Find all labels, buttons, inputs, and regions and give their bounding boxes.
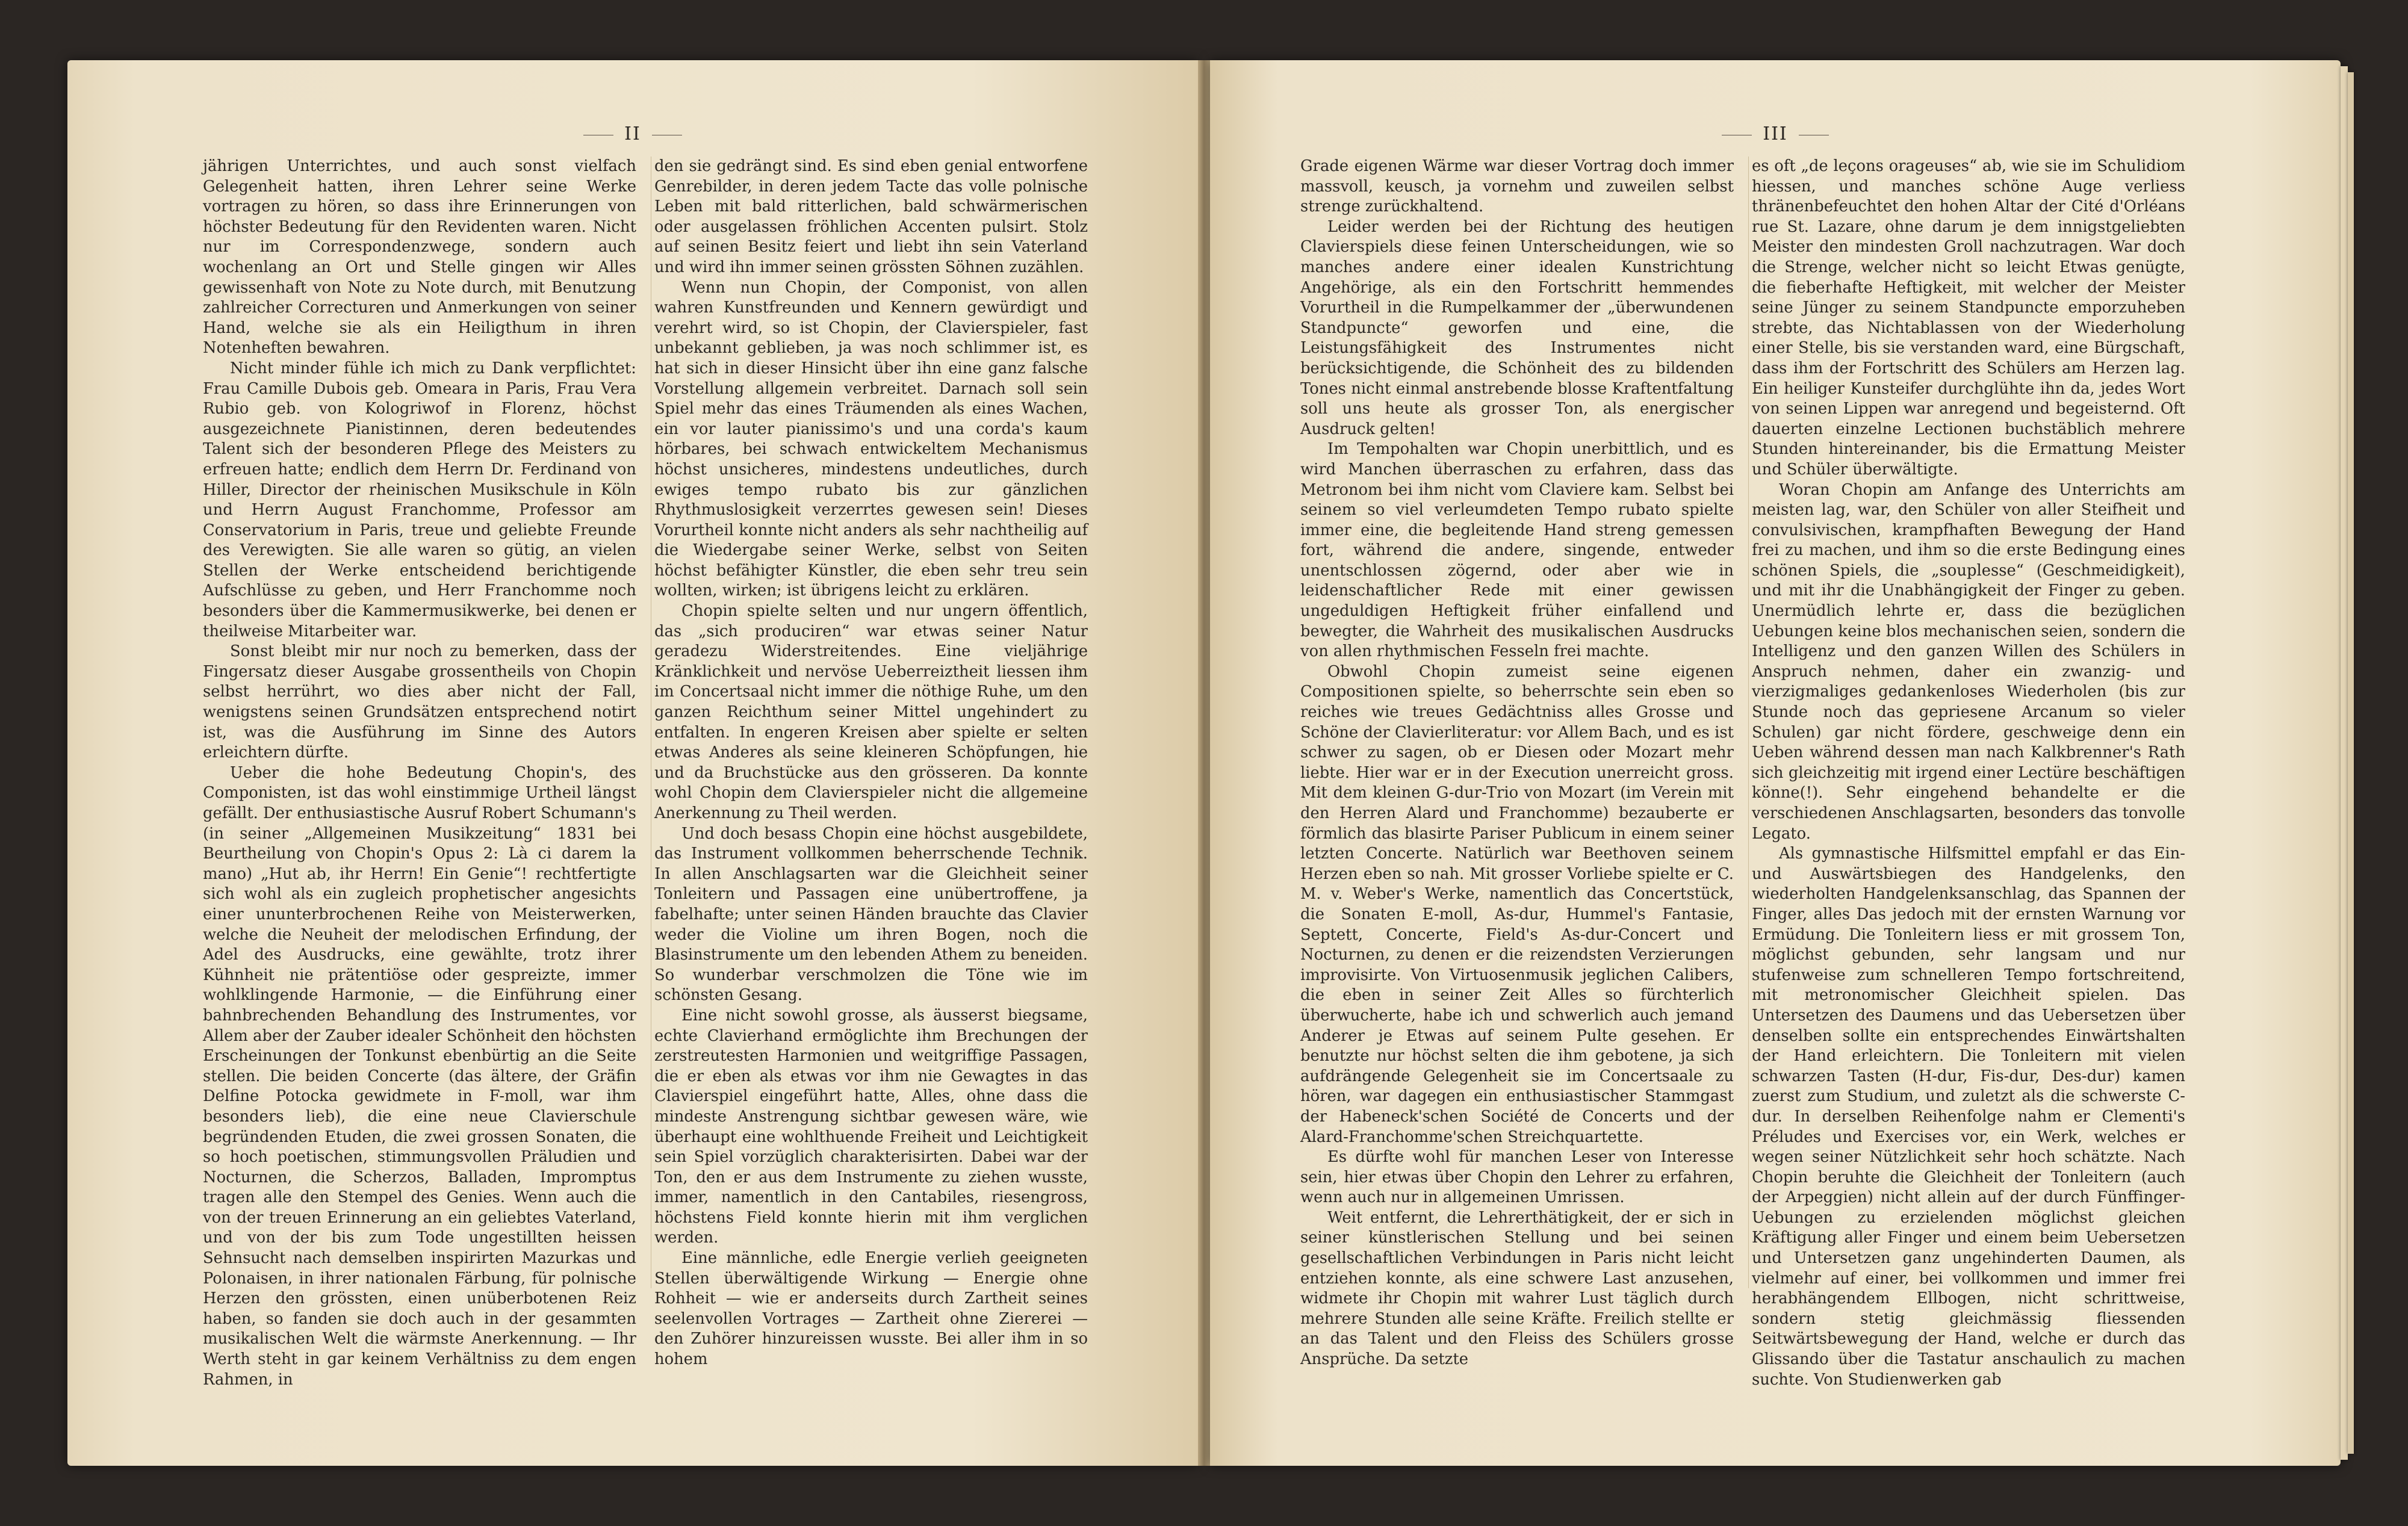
text-column <box>1752 157 2185 1390</box>
paragraph: Eine männliche, edle Energie verlieh geeigneten Stellen überwältigende Wirkung — Energie ohne Rohheit — wie er anderseits durch Zartheit seines seelenvollen Vortrages — Zartheit ohne Ziererei — den Zuhörer hinzureissen wusste. Bei aller ihm in so hohem <box>654 1249 1088 1369</box>
paragraph: Obwohl Chopin zumeist seine eigenen Compositionen spielte, so beherrschte sein eben so reiches wie treues Gedächtniss alles Grosse und Schöne der Clavierliteratur: vor Allem Bach, und es ist schwer zu sagen, ob er Diesen oder Mozart mehr liebte. Hier war er in der Execution unerreicht gross. Mit dem kleinen G-dur-Trio von Mozart (im Verein mit den Herren Alard und Franchomme) bezauberte er förmlich das blasirte Pariser Publicum in einem seiner letzten Concerte. Natürlich war Beethoven seinem Herzen eben so nah. Mit grosser Vorliebe spielte er C. M. v. Weber's Werke, namentlich das Concertstück, die Sonaten E-moll, As-dur, Hummel's Fantasie, Septett, Concerte, Field's As-dur-Concert und Nocturnen, zu denen er die reizendsten Verzierungen improvisirte. Von Virtuosenmusik jeglichen Calibers, die eben in seiner Zeit Alles so fürchterlich überwucherte, habe ich und schwerlich auch jemand Anderer je Etwas auf seinem Pulte gesehen. Er benutzte nur höchst selten die ihm gebotene, ja sich aufdrängende Gelegenheit sie im Concertsaale zu hören, war dagegen ein enthusiastischer Stammgast der Habeneck'schen Société de Concerts und der Alard-Franchomme'schen Streichquartette. <box>1300 662 1734 1146</box>
paragraph: Im Tempohalten war Chopin unerbittlich, und es wird Manchen überraschen zu erfahren, dass das Metronom bei ihm nicht vom Claviere kam. Selbst bei seinem so viel verleumdeten Tempo rubato spielte immer eine, die begleitende Hand streng gemessen fort, während die andere, singende, entweder unentschlossen zögernd, oder aber wie in leidenschaftlicher Rede mit einer gewissen ungeduldigen Heftigkeit früher einfallend und bewegter, die Wahrheit des musikalischen Ausdrucks von allen rhythmischen Fesseln frei machte. <box>1300 440 1734 661</box>
paragraph: Es dürfte wohl für manchen Leser von Interesse sein, hier etwas über Chopin den Lehrer zu erfahren, wenn auch nur in allgemeinen Umrissen. <box>1300 1148 1734 1207</box>
page-number: II <box>67 123 1198 144</box>
page-number: III <box>1210 123 2341 144</box>
paragraph: Nicht minder fühle ich mich zu Dank verpflichtet: Frau Camille Dubois geb. Omeara in Paris, Frau Vera Rubio geb. von Kologriwof in Florenz, höchst ausgezeichnete Pianistinnen, deren bedeutendes Talent sich der besonderen Pflege des Meisters zu erfreuen hatte; endlich dem Herrn Dr. Ferdinand von Hiller, Director der rheinischen Musikschule in Köln und Herrn August Franchomme, Professor am Conservatorium in Paris, treue und geliebte Freunde des Verewigten. Sie alle waren so gütig, an vielen Stellen der Werke entscheidend berichtigende Aufschlüsse zu geben, und Herr Franchomme noch besonders über die Kammermusikwerke, bei denen er theilweise Mitarbeiter war. <box>203 359 636 640</box>
text-column <box>654 157 1088 1370</box>
paragraph: jährigen Unterrichtes, und auch sonst vielfach Gelegenheit hatten, ihren Lehrer seine Werke vortragen zu hören, so dass ihre Erinnerungen von höchster Bedeutung für den Revidenten waren. Nicht nur im Correspondenzwege, sondern auch wochenlang an Ort und Stelle gingen wir Alles gewissenhaft von Note zu Note durch, mit Benutzung zahlreicher Correcturen und Anmerkungen von seiner Hand, welche sie als ein Heiligthum in ihren Notenheften bewahren. <box>203 157 636 358</box>
paragraph: Grade eigenen Wärme war dieser Vortrag doch immer massvoll, keusch, ja vornehm und zuweilen selbst strenge zurückhaltend. <box>1300 157 1734 216</box>
column-divider <box>1748 157 1749 1288</box>
paragraph: es oft „de leçons orageuses“ ab, wie sie im Schulidiom hiessen, und manches schöne Auge verliess thränenbefeuchtet den hohen Altar der Cité d'Orléans rue St. Lazare, ohne darum je dem innigstgeliebten Meister den mindesten Groll nachzutragen. War doch die Strenge, welcher nicht so leicht Etwas genügte, die fieberhafte Heftigkeit, mit welcher der Meister seine Jünger zu seinem Standpuncte emporzuheben strebte, das Nichtablassen von der Wiederholung einer Stelle, bis sie verstanden ward, eine Bürgschaft, dass ihm der Fortschritt des Schülers am Herzen lag. Ein heiliger Kunsteifer durchglühte ihn da, jedes Wort von seinen Lippen war anregend und begeisternd. Oft dauerten einzelne Lectionen buchstäblich mehrere Stunden hintereinander, bis die Ermattung Meister und Schüler überwältigte. <box>1752 157 2185 479</box>
text-column <box>203 157 636 1390</box>
paragraph: Eine nicht sowohl grosse, als äusserst biegsame, echte Clavierhand ermöglichte ihm Brechungen der zerstreutesten Harmonien und weitgriffige Passagen, die er eben als etwas vor ihm nie Gewagtes in das Clavierspiel eingeführt hatte, Alles, ohne dass die mindeste Anstrengung sichtbar gewesen wäre, wie überhaupt eine wohlthuende Freiheit und Leichtigkeit sein Spiel vorzüglich charakterisirten. Dabei war der Ton, den er aus dem Instrumente zu ziehen wusste, immer, namentlich in den Cantabiles, riesengross, höchstens Field konnte hierin mit ihm verglichen werden. <box>654 1006 1088 1247</box>
paragraph: Und doch besass Chopin eine höchst ausgebildete, das Instrument vollkommen beherrschende Technik. In allen Anschlagsarten war die Gleichheit seiner Tonleitern und Passagen eine unübertroffene, ja fabelhafte; unter seinen Händen brauchte das Clavier weder die Violine um ihren Bogen, noch die Blasinstrumente um den lebenden Athem zu beneiden. So wunderbar verschmolzen die Töne wie im schönsten Gesang. <box>654 824 1088 1005</box>
paragraph: Als gymnastische Hilfsmittel empfahl er das Ein- und Auswärtsbiegen des Handgelenks, den wiederholten Handgelenksanschlag, das Spannen der Finger, alles Das jedoch mit der ernsten Warnung vor Ermüdung. Die Tonleitern liess er mit grossem Ton, möglichst gebunden, sehr langsam und nur stufenweise zum schnelleren Tempo fortschreitend, mit metronomischer Gleichheit spielen. Das Untersetzen des Daumens und das Uebersetzen über denselben sollte ein entsprechendes Einwärtshalten der Hand erleichtern. Die Tonleitern mit vielen schwarzen Tasten (H-dur, Fis-dur, Des-dur) kamen zuerst zum Studium, und zuletzt als die schwerste C-dur. In derselben Reihenfolge nahm er Clementi's Préludes und Exercises vor, ein Werk, welches er wegen seiner Nützlichkeit sehr hoch schätzte. Nach Chopin beruhte die Gleichheit der Tonleitern (auch der Arpeggien) nicht allein auf der durch Fünffinger-Uebungen zu erzielenden möglichst gleichen Kräftigung aller Finger und einem beim Uebersetzen und Untersetzen ganz ungehinderten Daumen, als vielmehr auf einer, bei vollkommen und immer frei herabhängendem Ellbogen, nicht schrittweise, sondern stetig gleichmässig fliessenden Seitwärtsbewegung der Hand, welche er durch das Glissando über die Tastatur anschaulich zu machen suchte. Von Studienwerken gab <box>1752 845 2185 1389</box>
paragraph: Sonst bleibt mir nur noch zu bemerken, dass der Fingersatz dieser Ausgabe grossentheils von Chopin selbst herrührt, wo dies aber nicht der Fall, wenigstens seinen Grundsätzen entsprechend notirt ist, was die Ausführung im Sinne des Autors erleichtern dürfte. <box>203 642 636 762</box>
right-page <box>1210 60 2341 1466</box>
text-column <box>1300 157 1734 1370</box>
paragraph: den sie gedrängt sind. Es sind eben genial entworfene Genrebilder, in deren jedem Tacte das volle polnische Leben mit bald ritterlichen, bald schwärmerischen oder ausgelassen fröhlichen Accenten pulsirt. Stolz auf seinen Besitz feiert und liebt ihn sein Vaterland und wird ihn immer seinen grössten Söhnen zuzählen. <box>654 157 1088 276</box>
page-edge <box>2348 72 2354 1454</box>
book-gutter <box>1198 60 1210 1466</box>
paragraph: Ueber die hohe Bedeutung Chopin's, des Componisten, ist das wohl einstimmige Urtheil längst gefällt. Der enthusiastische Ausruf Robert Schumann's (in seiner „Allgemeinen Musikzeitung“ 1831 bei Beurtheilung von Chopin's Opus 2: Là ci darem la mano) „Hut ab, ihr Herrn! Ein Genie“! rechtfertigte sich wohl als ein zugleich prophetischer angesichts einer ununterbrochenen Reihe von Meisterwerken, welche die Neuheit der melodischen Erfindung, der Adel des Ausdrucks, eine gewählte, trotz ihrer Kühnheit nie prätentiöse oder gespreizte, immer wohlklingende Harmonie, — die Einführung einer bahnbrechenden Behandlung des Instrumentes, vor Allem aber der Zauber idealer Schönheit den höchsten Erscheinungen der Tonkunst ebenbürtig an die Seite stellen. Die beiden Concerte (das ältere, der Gräfin Delfine Potocka gewidmete in F-moll, war ihm besonders lieb), die eine neue Clavierschule begründenden Etuden, die zwei grossen Sonaten, die so hoch poetischen, stimmungsvollen Präludien und Nocturnen, die Scherzos, Balladen, Impromptus tragen alle den Stempel des Genies. Wenn auch die von der treuen Erinnerung an ein geliebtes Vaterland, und von der bis zum Tode ungestillten heissen Sehnsucht nach demselben inspirirten Mazurkas und Polonaisen, in ihrer nationalen Färbung, für polnische Herzen den grössten, einen unüberbotenen Reiz haben, so fanden sie doch auch in der gesammten musikalischen Welt die wärmste Anerkennung. — Ihr Werth steht in gar keinem Verhältniss zu dem engen Rahmen, in <box>203 763 636 1389</box>
paragraph: Chopin spielte selten und nur ungern öffentlich, das „sich produciren“ war etwas seiner Natur geradezu Widerstreitendes. Eine vieljährige Kränklichkeit und nervöse Ueberreiztheit liessen ihm im Concertsaal nicht immer die nöthige Ruhe, um den ganzen Reichthum seiner Mittel ungehindert zu entfalten. In engeren Kreisen aber spielte er selten etwas Anderes als seine kleineren Schöpfungen, hie und da Bruchstücke aus den grösseren. Da konnte wohl Chopin dem Clavierspieler nicht die allgemeine Anerkennung zu Theil werden. <box>654 602 1088 822</box>
paragraph: Weit entfernt, die Lehrerthätigkeit, der er sich in seiner künstlerischen Stellung und bei seinen gesellschaftlichen Verbindungen in Paris nicht leicht entziehen konnte, als eine schwere Last anzusehen, widmete ihr Chopin mit wahrer Lust täglich durch mehrere Stunden alle seine Kräfte. Freilich stellte er an das Talent und den Fleiss des Schülers grosse Ansprüche. Da setzte <box>1300 1208 1734 1369</box>
paragraph: Leider werden bei der Richtung des heutigen Clavierspiels diese feinen Unterscheidungen, wie so manches andere einer idealen Kunstrichtung Angehörige, als ein den Fortschritt hemmendes Vorurtheil in die Rumpelkammer der „überwundenen Standpuncte“ geworfen und eine, die Leistungsfähigkeit des Instrumentes nicht berücksichtigende, die Schönheit des zu bildenden Tones nicht einmal anstrebende blosse Kraftentfaltung soll uns heute als grosser Ton, als energischer Ausdruck gelten! <box>1300 217 1734 438</box>
paragraph: Woran Chopin am Anfange des Unterrichts am meisten lag, war, den Schüler von aller Steifheit und convulsivischen, krampfhaften Bewegung der Hand frei zu machen, und ihm so die erste Bedingung eines schönen Spiels, die „souplesse“ (Geschmeidigkeit), und mit ihr die Unabhängigkeit der Finger zu geben. Unermüdlich lehrte er, dass die bezüglichen Uebungen keine blos mechanischen seien, sondern die Intelligenz und den ganzen Willen des Schülers in Anspruch nehmen, daher ein zwanzig- und vierzigmaliges gedankenloses Wiederholen (bis zur Stunde noch das gepriesene Arcanum so vieler Schulen) gar nicht fördere, geschweige denn ein Ueben während dessen man nach Kalkbrenner's Rath sich gleichzeitig mit irgend einer Lectüre beschäftigen könne(!). Sehr eingehend behandelte er die verschiedenen Anschlagsarten, besonders das tonvolle Legato. <box>1752 480 2185 843</box>
left-page <box>67 60 1198 1466</box>
paragraph: Wenn nun Chopin, der Componist, von allen wahren Kunstfreunden und Kennern gewürdigt und verehrt wird, so ist Chopin, der Clavierspieler, fast unbekannt geblieben, ja was noch schlimmer ist, es hat sich in dieser Hinsicht über ihn eine ganz falsche Vorstellung allgemein verbreitet. Darnach soll sein Spiel mehr das eines Träumenden als eines Wachen, ein vor lauter pianissimo's und una corda's kaum hörbares, bei schwach entwickeltem Mechanismus höchst unsicheres, mindestens undeutliches, durch ewiges tempo rubato bis zur gänzlichen Rhythmuslosigkeit verzerrtes gewesen sein! Dieses Vorurtheil konnte nicht anders als sehr nachtheilig auf die Wiedergabe seiner Werke, selbst von Seiten höchst befähigter Künstler, die eben sehr treu sein wollten, wirken; ist übrigens leicht zu erklären. <box>654 278 1088 600</box>
page-edge <box>2341 66 2348 1460</box>
